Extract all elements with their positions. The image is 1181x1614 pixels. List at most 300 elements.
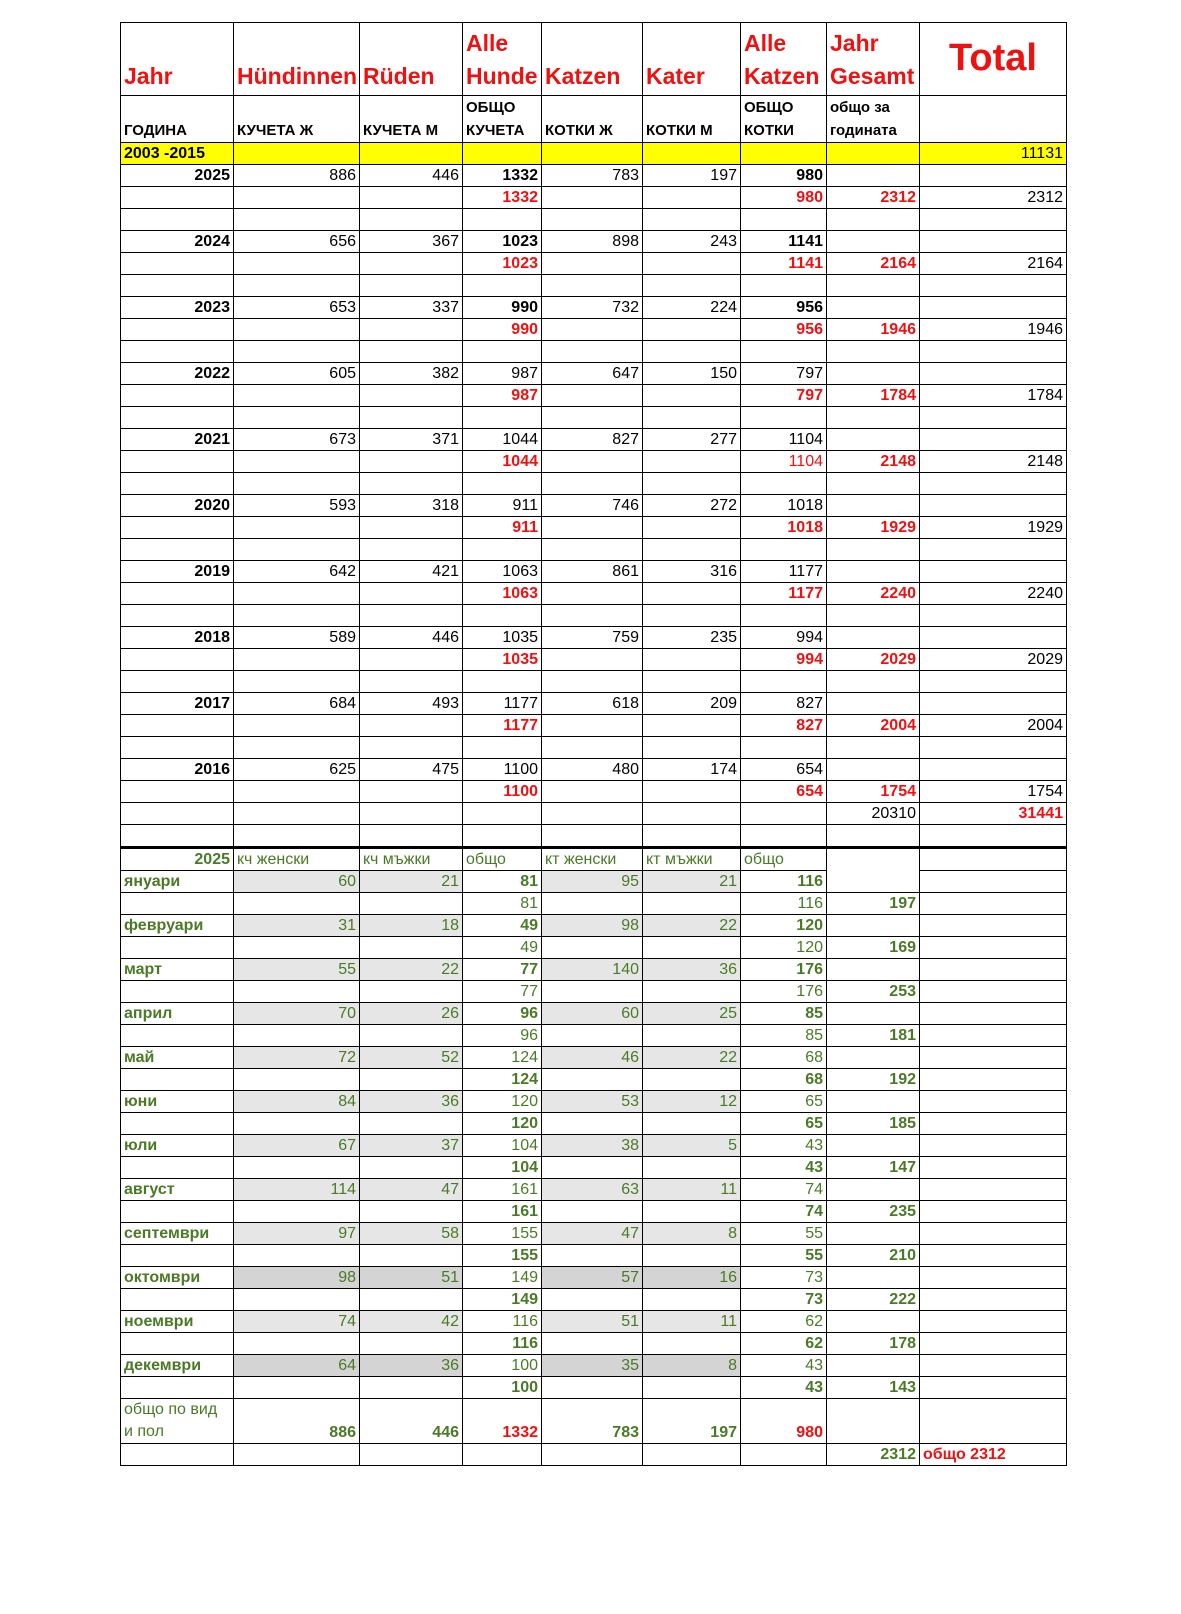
- female-dogs: 593: [234, 495, 360, 517]
- all-dogs: 161: [463, 1179, 542, 1201]
- all-cats: 62: [741, 1311, 827, 1333]
- male-cats: 11: [643, 1179, 741, 1201]
- summary-label-line1: общо по вид: [124, 1401, 218, 1418]
- female-dogs: 114: [234, 1179, 360, 1201]
- all-dogs: 1332: [463, 165, 542, 187]
- month-total: 147: [827, 1157, 920, 1179]
- female-cats: 732: [542, 297, 643, 319]
- monthly-summary-row: [121, 1399, 1067, 1444]
- female-dogs: 31: [234, 915, 360, 937]
- month-row: [121, 1091, 1067, 1113]
- monthly-header-male-dogs: кч мъжки: [360, 848, 463, 871]
- month-total: 197: [827, 893, 920, 915]
- header-bg-all-dogs-text: ОБЩО КУЧЕТА: [466, 99, 525, 139]
- male-dogs: 52: [360, 1047, 463, 1069]
- female-dogs: 684: [234, 693, 360, 715]
- year-total: 1784: [827, 385, 920, 407]
- all-cats: 55: [741, 1223, 827, 1245]
- spacer-row: [121, 341, 1067, 363]
- male-cats: 243: [643, 231, 741, 253]
- all-cats: 65: [741, 1091, 827, 1113]
- female-cats: 898: [542, 231, 643, 253]
- female-dogs: 60: [234, 871, 360, 893]
- female-cats: 140: [542, 959, 643, 981]
- monthly-header-female-dogs: кч женски: [234, 848, 360, 871]
- cats-sum: 827: [741, 715, 827, 737]
- all-dogs: 96: [463, 1003, 542, 1025]
- month-sum-row: [121, 937, 1067, 959]
- month-sum-row: [121, 893, 1067, 915]
- cats-sum: 55: [741, 1245, 827, 1267]
- period-total: 11131: [920, 143, 1067, 165]
- spacer-row: [121, 605, 1067, 627]
- header-de-year: Jahr: [121, 23, 234, 96]
- header-bg-year: ГОДИНА: [121, 96, 234, 143]
- year-label: 2022: [121, 363, 234, 385]
- all-cats: 116: [741, 871, 827, 893]
- male-cats: 150: [643, 363, 741, 385]
- cats-sum: 176: [741, 981, 827, 1003]
- year-row: [121, 759, 1067, 781]
- female-cats: 759: [542, 627, 643, 649]
- month-total: 222: [827, 1289, 920, 1311]
- female-cats: 783: [542, 165, 643, 187]
- female-dogs: 642: [234, 561, 360, 583]
- month-name: ноември: [121, 1311, 234, 1333]
- month-row: [121, 1179, 1067, 1201]
- male-dogs: 21: [360, 871, 463, 893]
- final-total: 2312: [827, 1444, 920, 1466]
- cats-sum: 994: [741, 649, 827, 671]
- dogs-sum: 77: [463, 981, 542, 1003]
- male-dogs: 26: [360, 1003, 463, 1025]
- spacer-row: [121, 209, 1067, 231]
- cats-sum: 65: [741, 1113, 827, 1135]
- all-cats: 176: [741, 959, 827, 981]
- header-de-all-dogs: [463, 23, 542, 96]
- month-sum-row: [121, 1289, 1067, 1311]
- female-dogs: 84: [234, 1091, 360, 1113]
- statistics-table: [120, 22, 1067, 1466]
- year-row: [121, 231, 1067, 253]
- dogs-sum: 1035: [463, 649, 542, 671]
- all-dogs: 1177: [463, 693, 542, 715]
- separator-row: [121, 825, 1067, 848]
- header-de-female-cats: Katzen: [542, 23, 643, 96]
- dogs-sum: 100: [463, 1377, 542, 1399]
- month-sum-row: [121, 1157, 1067, 1179]
- cats-sum: 43: [741, 1377, 827, 1399]
- female-cats: 46: [542, 1047, 643, 1069]
- grand-year-sum: 20310: [827, 803, 920, 825]
- header-de-male-cats: Kater: [643, 23, 741, 96]
- female-dogs: 55: [234, 959, 360, 981]
- year-label: 2018: [121, 627, 234, 649]
- year-total: 2164: [827, 253, 920, 275]
- male-dogs: 337: [360, 297, 463, 319]
- male-cats: 235: [643, 627, 741, 649]
- female-cats: 38: [542, 1135, 643, 1157]
- year-row: [121, 363, 1067, 385]
- male-cats: 21: [643, 871, 741, 893]
- monthly-header-all-dogs: общо: [463, 848, 542, 871]
- cats-sum: 74: [741, 1201, 827, 1223]
- female-cats: 53: [542, 1091, 643, 1113]
- dogs-sum: 1177: [463, 715, 542, 737]
- summary-all-dogs: 1332: [463, 1399, 542, 1444]
- header-row-bulgarian: [121, 96, 1067, 143]
- year-row: [121, 627, 1067, 649]
- female-cats: 51: [542, 1311, 643, 1333]
- month-sum-row: [121, 1245, 1067, 1267]
- monthly-header-male-cats: кт мъжки: [643, 848, 741, 871]
- month-sum-row: [121, 1025, 1067, 1047]
- header-de-female-dogs: Hündinnen: [234, 23, 360, 96]
- male-dogs: 36: [360, 1355, 463, 1377]
- female-cats: 647: [542, 363, 643, 385]
- year-total: 2004: [827, 715, 920, 737]
- final-total-row: [121, 1444, 1067, 1466]
- male-dogs: 367: [360, 231, 463, 253]
- male-dogs: 371: [360, 429, 463, 451]
- cats-sum: 654: [741, 781, 827, 803]
- male-cats: 316: [643, 561, 741, 583]
- dogs-sum: 1063: [463, 583, 542, 605]
- female-dogs: 886: [234, 165, 360, 187]
- year-row: [121, 429, 1067, 451]
- month-name: април: [121, 1003, 234, 1025]
- male-dogs: 446: [360, 627, 463, 649]
- month-row: [121, 1047, 1067, 1069]
- month-row: [121, 1003, 1067, 1025]
- dogs-sum: 149: [463, 1289, 542, 1311]
- month-total: 210: [827, 1245, 920, 1267]
- month-sum-row: [121, 1069, 1067, 1091]
- dogs-sum: 1023: [463, 253, 542, 275]
- month-sum-row: [121, 1113, 1067, 1135]
- male-cats: 272: [643, 495, 741, 517]
- year-label: 2023: [121, 297, 234, 319]
- summary-label-line2: и пол: [124, 1423, 164, 1440]
- header-de-all-cats: [741, 23, 827, 96]
- female-dogs: 625: [234, 759, 360, 781]
- month-name: януари: [121, 871, 234, 893]
- all-cats: 1018: [741, 495, 827, 517]
- female-cats: 618: [542, 693, 643, 715]
- period-row: [121, 143, 1067, 165]
- all-cats: 797: [741, 363, 827, 385]
- header-bg-all-dogs: [463, 96, 542, 143]
- all-dogs: 911: [463, 495, 542, 517]
- month-name: февруари: [121, 915, 234, 937]
- month-name: юни: [121, 1091, 234, 1113]
- all-dogs: 104: [463, 1135, 542, 1157]
- all-cats: 654: [741, 759, 827, 781]
- header-bg-year-total-text: общо за годината: [830, 99, 897, 139]
- cats-sum: 62: [741, 1333, 827, 1355]
- month-total: 235: [827, 1201, 920, 1223]
- all-dogs: 81: [463, 871, 542, 893]
- all-cats: 68: [741, 1047, 827, 1069]
- cats-sum: 85: [741, 1025, 827, 1047]
- female-cats: 47: [542, 1223, 643, 1245]
- month-name: октомври: [121, 1267, 234, 1289]
- total: 1784: [920, 385, 1067, 407]
- male-cats: 12: [643, 1091, 741, 1113]
- all-dogs: 1035: [463, 627, 542, 649]
- month-sum-row: [121, 1377, 1067, 1399]
- male-dogs: 51: [360, 1267, 463, 1289]
- dogs-sum: 155: [463, 1245, 542, 1267]
- cats-sum: 43: [741, 1157, 827, 1179]
- all-cats: 85: [741, 1003, 827, 1025]
- total: 1946: [920, 319, 1067, 341]
- male-dogs: 37: [360, 1135, 463, 1157]
- monthly-header-all-cats: общо: [741, 848, 827, 871]
- cats-sum: 1141: [741, 253, 827, 275]
- female-dogs: 67: [234, 1135, 360, 1157]
- female-dogs: 72: [234, 1047, 360, 1069]
- year-row: [121, 297, 1067, 319]
- all-dogs: 1044: [463, 429, 542, 451]
- spacer-row: [121, 407, 1067, 429]
- year-sum-row: [121, 583, 1067, 605]
- year-label: 2024: [121, 231, 234, 253]
- dogs-sum: 1100: [463, 781, 542, 803]
- year-total: 1754: [827, 781, 920, 803]
- total: 2164: [920, 253, 1067, 275]
- female-cats: 98: [542, 915, 643, 937]
- spacer-row: [121, 275, 1067, 297]
- year-label: 2021: [121, 429, 234, 451]
- all-dogs: 990: [463, 297, 542, 319]
- header-bg-male-cats: КОТКИ М: [643, 96, 741, 143]
- male-dogs: 421: [360, 561, 463, 583]
- spacer-row: [121, 737, 1067, 759]
- female-dogs: 673: [234, 429, 360, 451]
- all-cats: 1104: [741, 429, 827, 451]
- all-dogs: 1063: [463, 561, 542, 583]
- header-de-total: Total: [920, 23, 1067, 96]
- month-row: [121, 1355, 1067, 1377]
- month-total: 178: [827, 1333, 920, 1355]
- month-total: 192: [827, 1069, 920, 1091]
- all-cats: 120: [741, 915, 827, 937]
- cats-sum: 1104: [741, 451, 827, 473]
- year-label: 2020: [121, 495, 234, 517]
- month-name: декември: [121, 1355, 234, 1377]
- month-row: [121, 959, 1067, 981]
- year-sum-row: [121, 517, 1067, 539]
- monthly-header-female-cats: кт женски: [542, 848, 643, 871]
- grand-total: 31441: [920, 803, 1067, 825]
- year-sum-row: [121, 715, 1067, 737]
- header-bg-all-cats: [741, 96, 827, 143]
- all-dogs: 100: [463, 1355, 542, 1377]
- year-total: 2029: [827, 649, 920, 671]
- all-cats: 1177: [741, 561, 827, 583]
- year-sum-row: [121, 319, 1067, 341]
- male-cats: 8: [643, 1223, 741, 1245]
- total: 2312: [920, 187, 1067, 209]
- year-row: [121, 561, 1067, 583]
- all-dogs: 116: [463, 1311, 542, 1333]
- dogs-sum: 104: [463, 1157, 542, 1179]
- male-cats: 8: [643, 1355, 741, 1377]
- female-dogs: 97: [234, 1223, 360, 1245]
- year-label: 2016: [121, 759, 234, 781]
- spreadsheet: [120, 22, 1066, 1466]
- month-total: 143: [827, 1377, 920, 1399]
- header-row-german: [121, 23, 1067, 96]
- summary-female-cats: 783: [542, 1399, 643, 1444]
- header-bg-total: [920, 96, 1067, 143]
- total: 2029: [920, 649, 1067, 671]
- month-total: 185: [827, 1113, 920, 1135]
- dogs-sum: 161: [463, 1201, 542, 1223]
- year-label: 2019: [121, 561, 234, 583]
- year-row: [121, 165, 1067, 187]
- male-cats: 277: [643, 429, 741, 451]
- female-cats: 35: [542, 1355, 643, 1377]
- year-label: 2025: [121, 165, 234, 187]
- spacer-row: [121, 539, 1067, 561]
- cats-sum: 1018: [741, 517, 827, 539]
- month-sum-row: [121, 1201, 1067, 1223]
- month-name: септември: [121, 1223, 234, 1245]
- male-dogs: 475: [360, 759, 463, 781]
- all-cats: 980: [741, 165, 827, 187]
- final-total-label: общо 2312: [920, 1444, 1067, 1466]
- year-sum-row: [121, 385, 1067, 407]
- spacer-row: [121, 473, 1067, 495]
- total: 2240: [920, 583, 1067, 605]
- month-row: [121, 1311, 1067, 1333]
- cats-sum: 980: [741, 187, 827, 209]
- summary-label: [121, 1399, 234, 1444]
- female-dogs: 98: [234, 1267, 360, 1289]
- total: 2148: [920, 451, 1067, 473]
- month-row: [121, 1267, 1067, 1289]
- month-row: [121, 915, 1067, 937]
- all-cats: 956: [741, 297, 827, 319]
- male-cats: 197: [643, 165, 741, 187]
- month-name: май: [121, 1047, 234, 1069]
- all-dogs: 124: [463, 1047, 542, 1069]
- monthly-year: 2025: [121, 848, 234, 871]
- male-cats: 11: [643, 1311, 741, 1333]
- dogs-sum: 120: [463, 1113, 542, 1135]
- year-total: 2312: [827, 187, 920, 209]
- dogs-sum: 1044: [463, 451, 542, 473]
- dogs-sum: 49: [463, 937, 542, 959]
- female-dogs: 74: [234, 1311, 360, 1333]
- male-cats: 174: [643, 759, 741, 781]
- cats-sum: 116: [741, 893, 827, 915]
- cats-sum: 1177: [741, 583, 827, 605]
- header-de-male-dogs: Rüden: [360, 23, 463, 96]
- all-dogs: 1023: [463, 231, 542, 253]
- male-dogs: 42: [360, 1311, 463, 1333]
- header-bg-female-cats: КОТКИ Ж: [542, 96, 643, 143]
- header-bg-year-total: [827, 96, 920, 143]
- total: 1929: [920, 517, 1067, 539]
- all-dogs: 1100: [463, 759, 542, 781]
- male-cats: 224: [643, 297, 741, 319]
- year-total: 1946: [827, 319, 920, 341]
- female-cats: 746: [542, 495, 643, 517]
- summary-male-cats: 197: [643, 1399, 741, 1444]
- month-name: март: [121, 959, 234, 981]
- year-sum-row: [121, 451, 1067, 473]
- summary-male-dogs: 446: [360, 1399, 463, 1444]
- all-dogs: 155: [463, 1223, 542, 1245]
- female-dogs: 656: [234, 231, 360, 253]
- all-cats: 827: [741, 693, 827, 715]
- header-de-year-total-text: Jahr Gesamt: [830, 30, 915, 89]
- month-row: [121, 871, 1067, 893]
- male-cats: 36: [643, 959, 741, 981]
- grand-total-row: [121, 803, 1067, 825]
- female-dogs: 64: [234, 1355, 360, 1377]
- period-label: 2003 -2015: [121, 143, 234, 165]
- year-label: 2017: [121, 693, 234, 715]
- header-bg-all-cats-text: ОБЩО КОТКИ: [744, 99, 794, 139]
- male-dogs: 18: [360, 915, 463, 937]
- all-dogs: 120: [463, 1091, 542, 1113]
- dogs-sum: 987: [463, 385, 542, 407]
- female-cats: 827: [542, 429, 643, 451]
- all-cats: 1141: [741, 231, 827, 253]
- male-cats: 5: [643, 1135, 741, 1157]
- spacer-row: [121, 671, 1067, 693]
- year-sum-row: [121, 649, 1067, 671]
- all-dogs: 49: [463, 915, 542, 937]
- month-row: [121, 1223, 1067, 1245]
- male-dogs: 446: [360, 165, 463, 187]
- female-cats: 95: [542, 871, 643, 893]
- female-dogs: 605: [234, 363, 360, 385]
- all-cats: 74: [741, 1179, 827, 1201]
- year-total: 2240: [827, 583, 920, 605]
- header-bg-female-dogs: КУЧЕТА Ж: [234, 96, 360, 143]
- female-dogs: 70: [234, 1003, 360, 1025]
- all-dogs: 149: [463, 1267, 542, 1289]
- female-dogs: 653: [234, 297, 360, 319]
- all-dogs: 987: [463, 363, 542, 385]
- all-cats: 73: [741, 1267, 827, 1289]
- female-cats: 480: [542, 759, 643, 781]
- male-cats: 22: [643, 915, 741, 937]
- header-de-year-total: [827, 23, 920, 96]
- dogs-sum: 116: [463, 1333, 542, 1355]
- month-total: 169: [827, 937, 920, 959]
- female-cats: 63: [542, 1179, 643, 1201]
- month-total: 253: [827, 981, 920, 1003]
- year-row: [121, 495, 1067, 517]
- dogs-sum: 1332: [463, 187, 542, 209]
- dogs-sum: 990: [463, 319, 542, 341]
- cats-sum: 956: [741, 319, 827, 341]
- male-dogs: 382: [360, 363, 463, 385]
- header-bg-male-dogs: КУЧЕТА М: [360, 96, 463, 143]
- cats-sum: 73: [741, 1289, 827, 1311]
- year-total: 1929: [827, 517, 920, 539]
- monthly-header-row: [121, 848, 1067, 871]
- year-sum-row: [121, 187, 1067, 209]
- all-cats: 43: [741, 1135, 827, 1157]
- month-name: август: [121, 1179, 234, 1201]
